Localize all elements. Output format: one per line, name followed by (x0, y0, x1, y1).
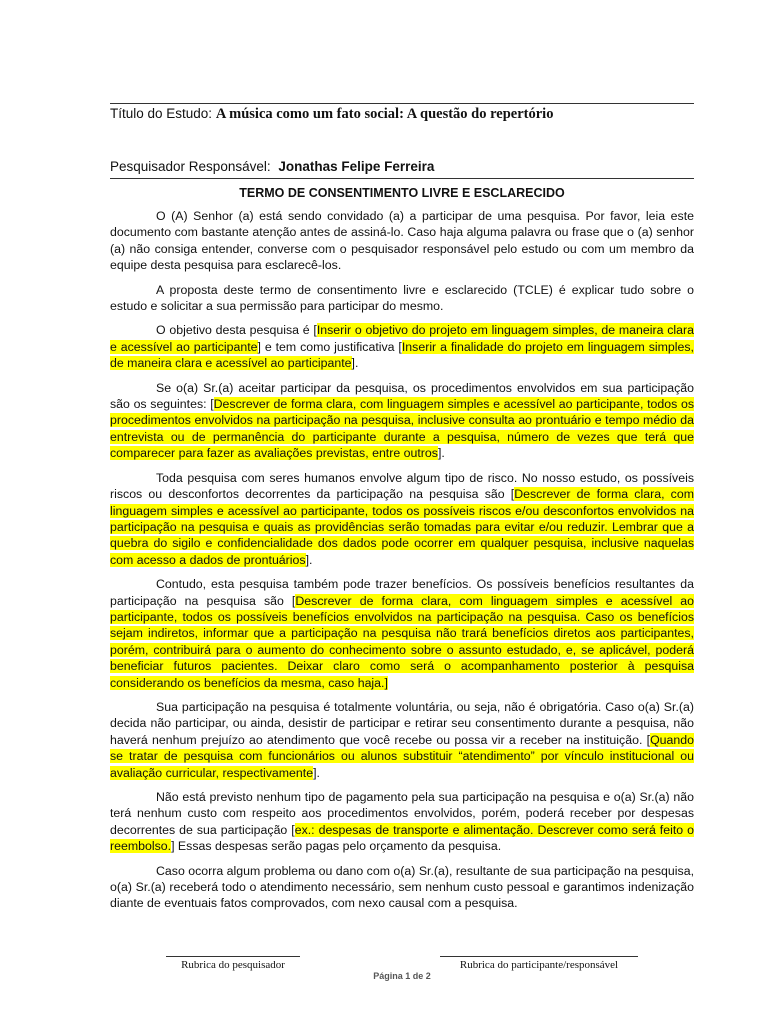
researcher-signature-label: Rubrica do pesquisador (181, 959, 285, 971)
body-paragraph (110, 282, 694, 315)
paragraph-text: ]. (313, 765, 320, 780)
paragraph-text: ]. (351, 356, 359, 371)
consent-body (110, 208, 694, 920)
highlighted-placeholder-text: Descrever de forma clara, com linguagem simples e acessível ao participante, todos os possíveis riscos e/ou desconfortos envolvidos na participação na pesquisa e quais as providências serão tomadas para evitar e/ou reduzir. Lembrar que a quebra do sigilo e confidencialidade dos dados pode ocorrer em qualquer pesquisa, inclusive naquelas com acesso a dados de prontuários (110, 487, 694, 567)
paragraph-text: Caso ocorra algum problema ou dano com o(a) Sr.(a), resultante de sua participação na pesquisa, o(a) Sr.(a) receberá todo o atendimento necessário, sem nenhum custo pessoal e garantimos indenização diante de eventuais fatos comprovados, com nexo causal com a pesquisa. (110, 863, 694, 911)
participant-signature-block (440, 956, 638, 971)
top-rule (110, 103, 694, 104)
signature-line (166, 956, 300, 957)
body-paragraph (110, 789, 694, 855)
researcher-field (110, 159, 434, 174)
highlighted-placeholder-text: Inserir a finalidade do projeto em linguagem simples, de maneira clara e acessível ao participante (110, 339, 694, 371)
participant-signature-label: Rubrica do participante/responsável (459, 959, 619, 971)
header-bottom-rule (110, 178, 694, 179)
researcher-name: Jonathas Felipe Ferreira (278, 159, 435, 174)
highlighted-placeholder-text: Inserir o objetivo do projeto em linguagem simples, de maneira clara e acessível ao participante (110, 323, 694, 354)
body-paragraph (110, 380, 694, 462)
paragraph-text: Sua participação na pesquisa é totalmente voluntária, ou seja, não é obrigatória. Caso o(a) Sr.(a) decida não participar, ou ainda, desistir de participar e retirar seu consentimento durante a pesquisa, não haverá nenhum prejuízo ao atendimento que você recebe ou possa vir a receber na instituição. [ (110, 699, 694, 747)
paragraph-text: O objetivo desta pesquisa é [ (156, 323, 317, 338)
paragraph-text: Se o(a) Sr.(a) aceitar participar da pesquisa, os procedimentos envolvidos em sua participação são os seguintes: [ (110, 380, 694, 412)
paragraph-text: A proposta deste termo de consentimento livre e esclarecido (TCLE) é explicar tudo sobre o estudo e solicitar a sua permissão para participar do mesmo. (110, 282, 694, 314)
paragraph-text: ]. (437, 446, 445, 461)
highlighted-placeholder-text: Quando se tratar de pesquisa com funcionários ou alunos substituir “atendimento” por vínculo institucional ou avaliação curricular, respectivamente (110, 732, 694, 780)
paragraph-text: Não está previsto nenhum tipo de pagamento pela sua participação na pesquisa e o(a) Sr.(a) não terá nenhum custo com respeito aos procedimentos envolvidos, porém, poderá receber por despesas decorrentes de sua participação [ (110, 790, 694, 837)
researcher-signature-block (166, 956, 300, 971)
body-paragraph (110, 576, 694, 691)
highlighted-placeholder-text: Descrever de forma clara, com linguagem simples e acessível ao participante, todos os possíveis benefícios envolvidos na participação na pesquisa. Caso os benefícios sejam indiretos, informar que a participação na pesquisa não trará benefícios diretos aos participantes, porém, contribuirá para o aumento do conhecimento sobre o assunto estudado, e, se aplicável, poderá beneficiar futuros pacientes. Deixar claro como será o acompanhamento posterior à pesquisa considerando os benefícios da mesma, caso haja.] (110, 593, 695, 690)
highlighted-placeholder-text: Descrever de forma clara, com linguagem simples e acessível ao participante, todos os procedimentos envolvidos na participação na pesquisa, inclusive consulta ao prontuário e tempo médio da entrevista ou de permanência do participante durante a pesquisa, número de vezes que terá que comparecer para fazer as avaliações previstas, entre outros (110, 397, 694, 461)
body-paragraph (110, 208, 694, 274)
paragraph-text: O (A) Senhor (a) está sendo convidado (a) a participar de uma pesquisa. Por favor, leia este documento com bastante atenção antes de assiná-lo. Caso haja alguma palavra ou frase que o (a) senhor (a) não consiga entender, converse com o pesquisador responsável pelo estudo ou com um membro da equipe desta pesquisa para esclarecê-los. (110, 209, 694, 273)
body-paragraph (110, 863, 694, 912)
paragraph-text: ] Essas despesas serão pagas pelo orçamento da pesquisa. (171, 839, 502, 854)
study-title-label: Título do Estudo: (110, 106, 213, 121)
study-title-field (110, 106, 553, 123)
body-paragraph (110, 470, 694, 568)
highlighted-placeholder-text: ex.: despesas de transporte e alimentação. Descrever como será feito o reembolso. (110, 822, 694, 854)
body-paragraph (110, 699, 694, 781)
paragraph-text: Toda pesquisa com seres humanos envolve algum tipo de risco. No nosso estudo, os possíveis riscos ou desconfortos decorrentes da participação na pesquisa são [ (110, 470, 694, 502)
page-number: Página 1 de 2 (373, 971, 431, 981)
document-heading: TERMO DE CONSENTIMENTO LIVRE E ESCLARECIDO (239, 186, 565, 200)
body-paragraph (110, 322, 694, 371)
paragraph-text: ] e tem como justificativa [ (257, 339, 402, 354)
signature-line (440, 956, 638, 957)
study-title-value: A música como um fato social: A questão do repertório (215, 106, 554, 122)
researcher-label: Pesquisador Responsável: (110, 159, 271, 174)
paragraph-text: Contudo, esta pesquisa também pode trazer benefícios. Os possíveis benefícios resultantes da participação na pesquisa são [ (110, 577, 694, 608)
paragraph-text: ]. (305, 552, 313, 567)
